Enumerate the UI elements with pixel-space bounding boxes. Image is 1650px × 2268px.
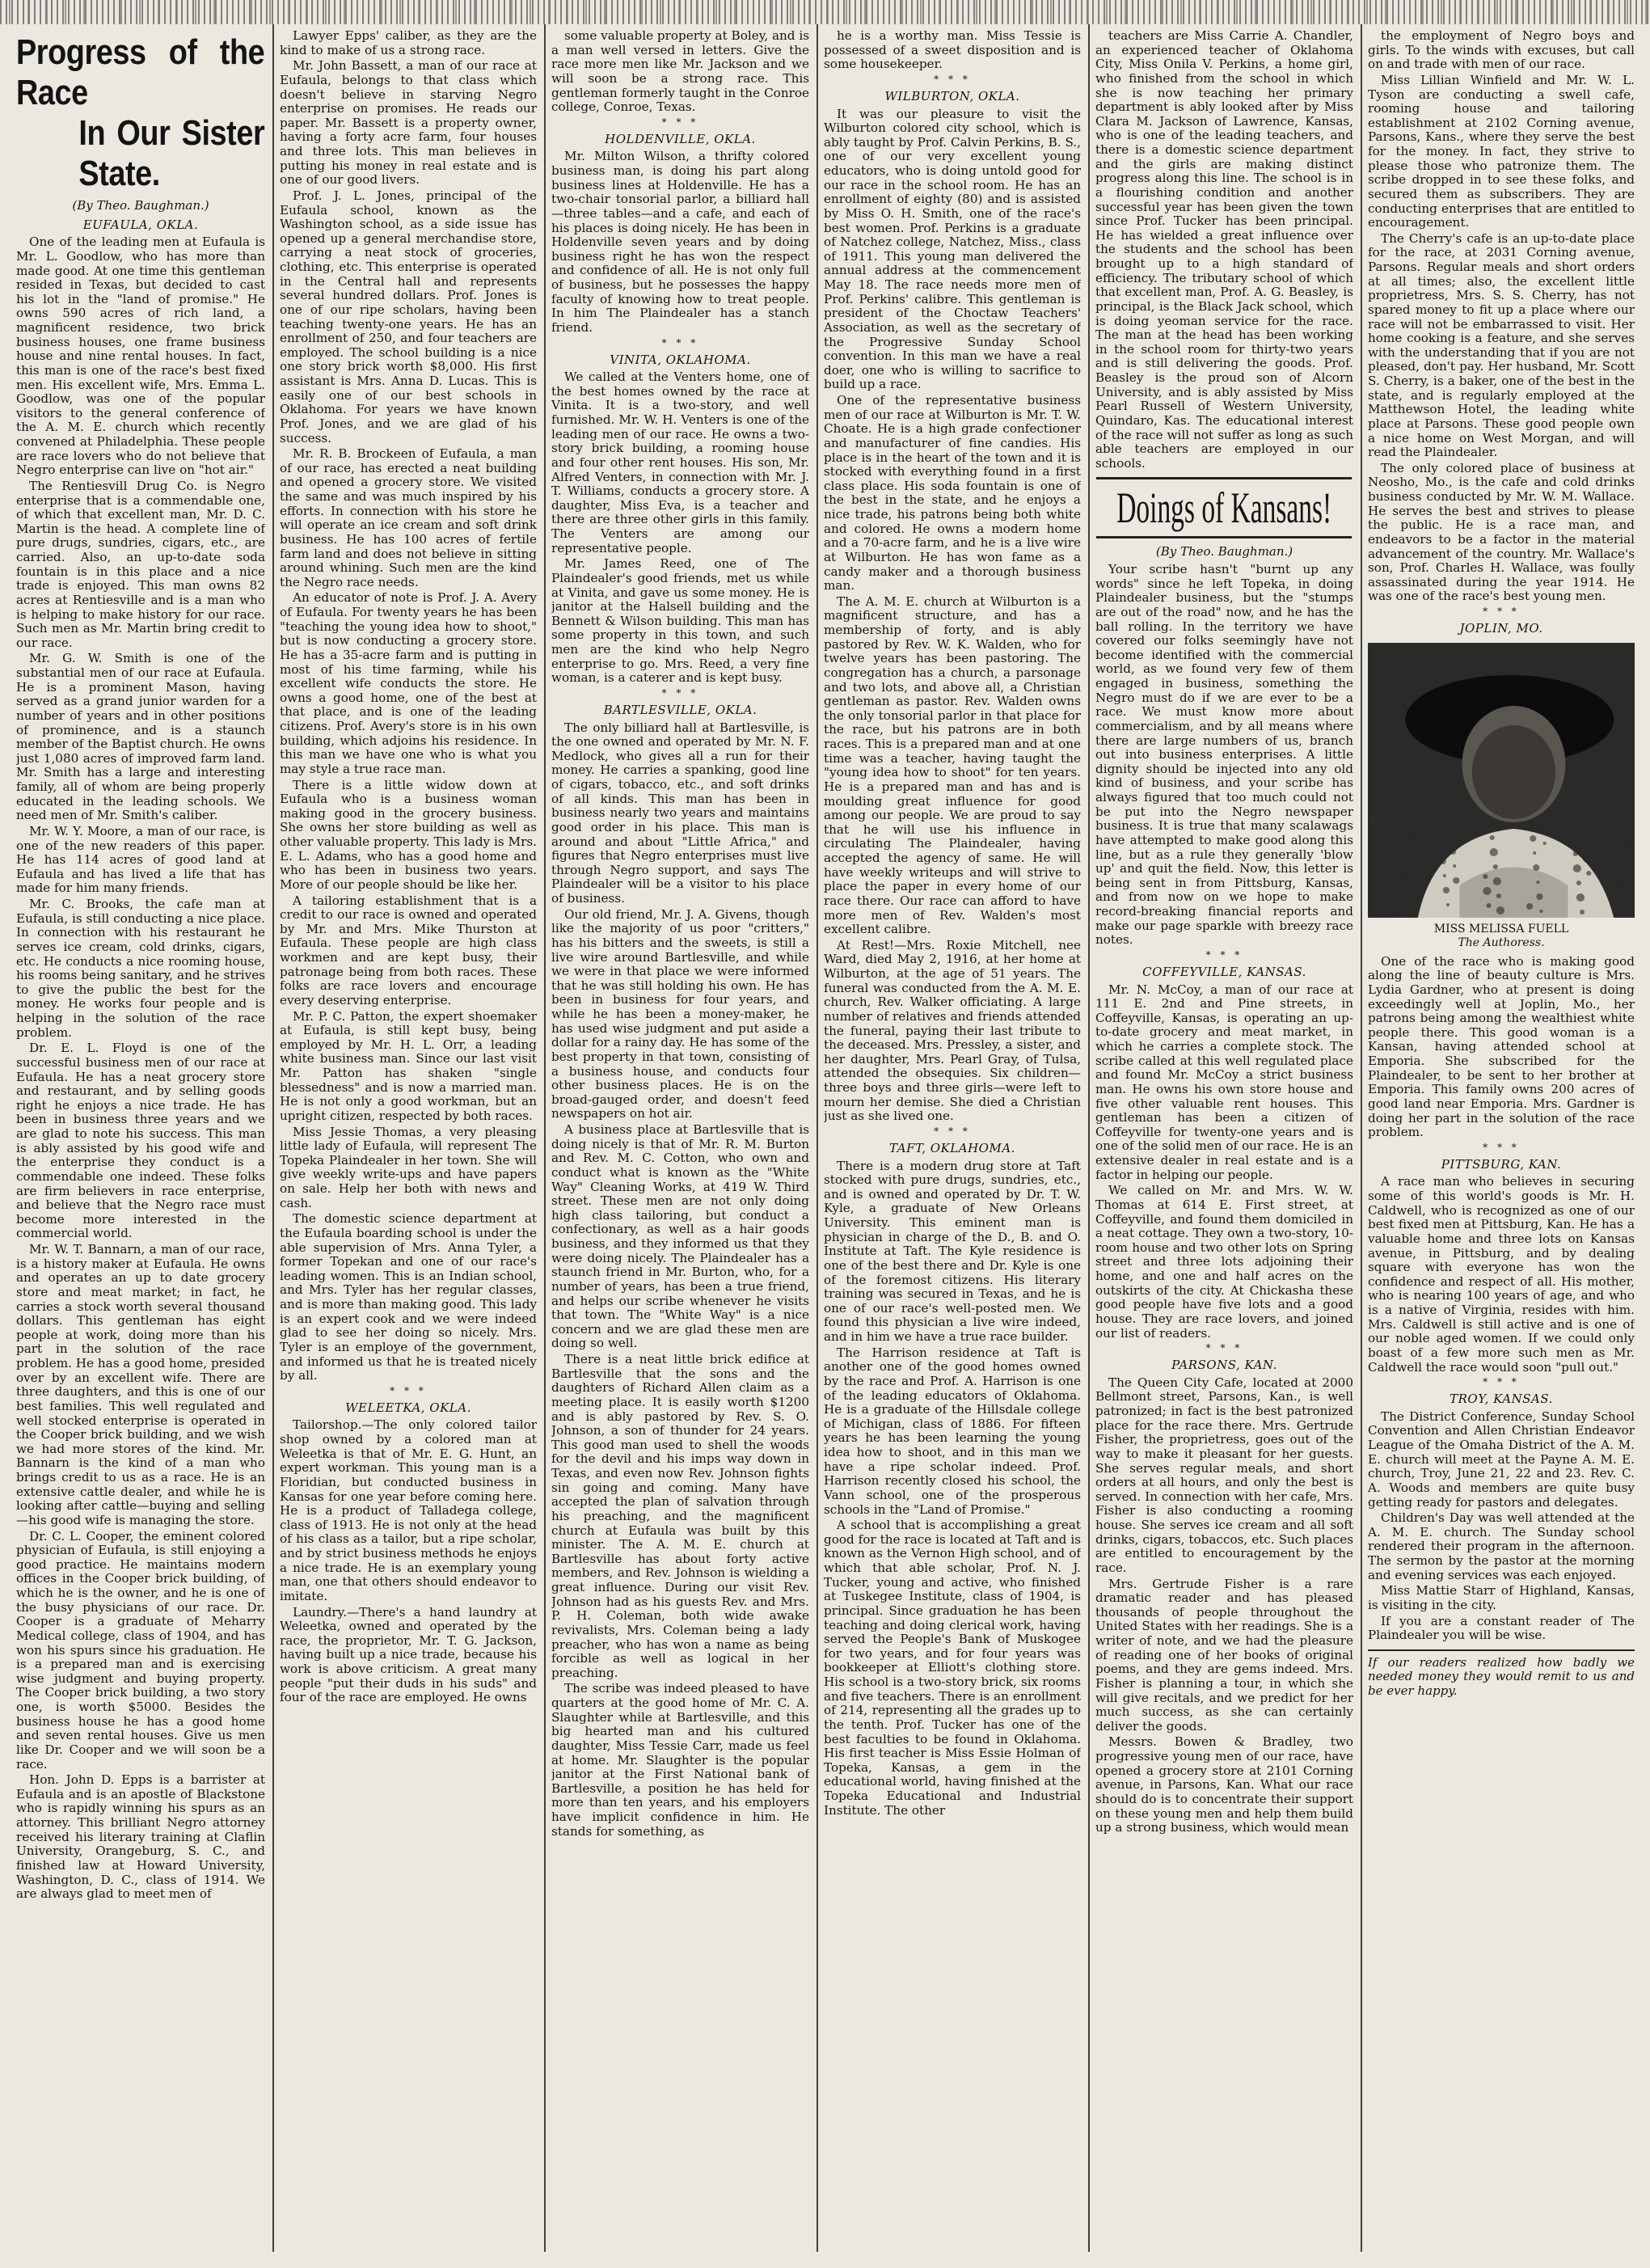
article-paragraph: Laundry.—There's a hand laundry at Weleetka, owned and operated by the race, the proprietor, Mr. T. G. Jackson, having built up a nice trade, because his work is above criticism. A great many people "put their duds in his suds" and four of the race are employed. He owns (280, 1604, 537, 1705)
article-paragraph: One of the leading men at Eufaula is Mr. L. Goodlow, who has more than made good. At one time this gentleman resided in Texas, but decided to cast his lot in the "land of promise." He owns 590 acres of rich land, a magnificent residence, two brick business houses, one frame business house and nine rental houses. In fact, this man is one of the race's best fixed men. His excellent wife, Mrs. Emma L. Goodlow, was one of the popular visitors to the general conference of the A. M. E. church which recently convened at Philadelphia. These people are race lovers who do not believe that Negro enterprise can live on "hot air." (16, 234, 265, 478)
headline-line-2: In Our Sister State. (78, 113, 265, 193)
dateline-heading: BARTLESVILLE, OKLA. (603, 702, 757, 717)
article-paragraph: The Harrison residence at Taft is another one of the good homes owned by the race and Prof. A. Harrison is one of the leading educators of Oklahoma. He is a graduate of the Hillsdale college of Michigan, class of 1886. For fifteen years he has been learning the young idea how to shoot, and in this man we have a ripe scholar indeed. Prof. Harrison recently closed his school, the Vann school, one of the prosperous schools in the "Land of Promise." (824, 1345, 1081, 1517)
article-paragraph: The scribe was indeed pleased to have quarters at the good home of Mr. C. A. Slaughter while at Bartlesville, and this big hearted man and his cultured daughter, Miss Tessie Carr, made us feel at home. Mr. Slaughter is the popular janitor at the First National bank of Bartlesville, a position he has held for more than ten years, and his employers have implicit confidence in him. He stands for something, as (551, 1681, 809, 1839)
article-paragraph: There is a little widow down at Eufaula who is a business woman making good in the grocery business. She owns her store building as well as other valuable property. This lady is Mrs. E. L. Adams, who has a good home and who has been in business two years. More of our people should be like her. (280, 777, 537, 892)
article-paragraph: We called on Mr. and Mrs. W. W. Thomas at 614 E. First street, at Coffeyville, and found them domiciled in a neat cottage. They own a two-story, 10-room house and two other lots on Spring street and three lots adjoining their home, and one and half acres on the outskirts of the city. At Chickasha these good people have five lots and a good house. They are race lovers, and joined our list of readers. (1095, 1183, 1353, 1341)
column-rule (1088, 24, 1090, 2252)
article-paragraph: An educator of note is Prof. J. A. Avery of Eufaula. For twenty years he has been "teaching the young idea how to shoot," but is now conducting a grocery store. He has a 35-acre farm and is putting in most of his time farming, while his excellent wife conducts the store. He owns a good home, one of the best at that place, and is one of the leading citizens. Prof. Avery's store is in his own building, which adjoins his residence. In this man we have one who is what you may style a true race man. (280, 590, 537, 776)
byline: (By Theo. Baughman.) (72, 198, 209, 213)
column-body (16, 218, 265, 1902)
article-paragraph: Mr. W. T. Bannarn, a man of our race, is a history maker at Eufaula. He owns and operates an up to date grocery store and meat market; in fact, he carries a stock worth several thousand dollars. This gentleman has eight people at work, doing more than his part in the solution of the race problem. He has a good home, presided over by an excellent wife. There are three daughters, and this is one of our best families. This well regulated and well stocked enterprise is operated in the Cooper brick building, and we wish we had more stores of the kind. Mr. Bannarn is the kind of a man who brings credit to us as a race. He is an extensive cattle dealer, and while he is looking after cattle—buying and selling—his good wife is managing the store. (16, 1242, 265, 1527)
dateline-heading: VINITA, OKLAHOMA. (610, 352, 751, 367)
column-3 (551, 29, 809, 2253)
section-separator: * * * (1205, 1342, 1243, 1354)
article-paragraph: There is a neat little brick edifice at Bartlesville that the sons and the daughters of Richard Allen claim as a meeting place. It is easily worth $1200 and is ably pastored by Rev. S. O. Johnson, a son of thunder for 24 years. This good man used to shell the woods for the devil and his imps way down in Texas, and even now Rev. Johnson fights sin going and coming. Many have accepted the plan of salvation through his preaching, and the magnificent church at Eufaula was built by this minister. The A. M. E. church at Bartlesville has about forty active members, and Rev. Johnson is wielding a great influence. During our visit Rev. Johnson had as his guests Rev. and Mrs. P. H. Coleman, both wide awake revivalists, Mrs. Coleman being a lady preacher, who has won a name as being forcible as well as logical in her preaching. (551, 1352, 809, 1680)
article-paragraph: Mr. James Reed, one of The Plaindealer's good friends, met us while at Vinita, and gave us some money. He is janitor at the Halsell building and the Bennett & Wilson building. This man has some property in this town, and such men are the kind who help Negro enterprise to go. Mrs. Reed, a very fine woman, is a caterer and is kept busy. (551, 556, 809, 686)
column-rule (544, 24, 546, 2252)
article-paragraph: The Cherry's cafe is an up-to-date place for the race, at 2031 Corning avenue, Parsons. Regular meals and short orders at all times; also, the excellent little proprietress, Mrs. S. S. Cherry, has not spared money to fit up a place where our race will not be embarrassed to visit. Her home cooking is a feature, and she serves with the understanding that if you are not pleased, don't pay. Her husband, Mr. Scott S. Cherry, is a baker, one of the best in the state, and is regularly employed at the Matthewson Hotel, the leading white place at Parsons. These good people own a nice home on West Morgan, and will read the Plaindealer. (1368, 230, 1635, 460)
dateline-heading: COFFEYVILLE, KANSAS. (1142, 964, 1306, 979)
article-paragraph: Dr. C. L. Cooper, the eminent colored physician of Eufaula, is still enjoying a good practice. He maintains modern offices in the Cooper brick building, of which he is the owner, and he is one of the busy physicians of our race. Dr. Cooper is a graduate of Meharry Medical college, class of 1904, and has won his spurs since his graduation. He is a prepared man and is exercising wise judgment and buying property. The Cooper brick building, a two story one, is worth $5000. Besides the business house he has a good home and seven rental houses. Give us men like Dr. Cooper and we will soon be a race. (16, 1528, 265, 1772)
article-paragraph: Mr. Milton Wilson, a thrifty colored business man, is doing his part along business lines at Holdenville. He has a two-chair tonsorial parlor, a billiard hall—three tables—and a cafe, and each of his places is doing nicely. He has been in Holdenville seven years and by doing business right he has won the respect and confidence of all. He is not only full of business, but he possesses the happy faculty of knowing how to treat people. In him The Plaindealer has a stanch friend. (551, 149, 809, 335)
article-paragraph: he is a worthy man. Miss Tessie is possessed of a sweet disposition and is some housekeeper. (824, 29, 1081, 72)
column-body (824, 29, 1081, 1818)
portrait-photo (1368, 643, 1635, 918)
article-paragraph: Mrs. Gertrude Fisher is a rare dramatic reader and has pleased thousands of people throughout the United States with her readings. She is a writer of note, and we had the pleasure of reading one of her books of original poems, and they are gems indeed. Mrs. Fisher is planning a tour, in which she will give recitals, and we predict for her much success, as she can certainly deliver the goods. (1095, 1576, 1353, 1734)
article-paragraph: Mr. W. Y. Moore, a man of our race, is one of the new readers of this paper. He has 114 acres of good land at Eufaula and has lived a life that has made for him many friends. (16, 823, 265, 896)
article-paragraph: Mr. P. C. Patton, the expert shoemaker at Eufaula, is still kept busy, being employed by Mr. H. L. Orr, a leading white business man. Since our last visit Mr. Patton has shaken "single blessedness" and is now a married man. He is not only a good workman, but an upright citizen, respected by both races. (280, 1008, 537, 1123)
article-paragraph: Miss Jessie Thomas, a very pleasing little lady of Eufaula, will represent The Topeka Plaindealer in her town. She will give weekly write-ups and have papers on sale. Help her both with news and cash. (280, 1124, 537, 1210)
article-paragraph: Hon. John D. Epps is a barrister at Eufaula and is an apostle of Blackstone who is rapidly winning his spurs as an attorney. This brilliant Negro attorney received his literary training at Claflin University, Orangeburg, S. C., and finished law at Howard University, Washington, D. C., class of 1914. We are always glad to meet men of (16, 1772, 265, 1902)
caption-name: MISS MELISSA FUELL (1433, 922, 1569, 935)
section-separator: * * * (1205, 948, 1243, 961)
article-paragraph: Mr. John Bassett, a man of our race at Eufaula, belongs to that class which doesn't believe in starving Negro enterprise on promises. He reads our paper. Mr. Bassett is a property owner, having a forty acre farm, four houses and three lots. This man believes in putting his money in real estate and is one of our good livers. (280, 58, 537, 188)
article-paragraph: Dr. E. L. Floyd is one of the successful business men of our race at Eufaula. He has a neat grocery store and restaurant, and by selling goods right he enjoys a nice trade. He has been in business three years and we are glad to note his success. This man is ably assisted by his good wife and the enterprise they conduct is a commendable one indeed. These folks are firm believers in race enterprise, and believe that the Negro race must become more interested in the commercial world. (16, 1041, 265, 1241)
article-paragraph: Mr. C. Brooks, the cafe man at Eufaula, is still conducting a nice place. In connection with his restaurant he serves ice cream, cold drinks, cigars, etc. He conducts a nice rooming house, his rooms being sanitary, and he strives to give the public the best for the money. He works four people and is helping in the solution of the race problem. (16, 897, 265, 1040)
article-paragraph: Lawyer Epps' caliber, as they are the kind to make of us a strong race. (280, 29, 537, 57)
article-paragraph: If you are a constant reader of The Plaindealer you will be wise. (1368, 1613, 1635, 1643)
article-paragraph: A race man who believes in securing some of this world's goods is Mr. H. Caldwell, who is recognized as one of our best fixed men at Pittsburg, Kan. He has a valuable home and three lots on Kansas avenue, in Pittsburg, and by dealing square with everyone has won the confidence and respect of all. His mother, who is nearing 100 years of age, and who is a native of Virginia, resides with him. Mrs. Caldwell is still active and is one of our noble aged women. If we could only boast of a few more such men as Mr. Caldwell the race would soon "pull out." (1368, 1174, 1635, 1375)
article-paragraph: A business place at Bartlesville that is doing nicely is that of Mr. R. M. Burton and Rev. M. C. Cotton, who own and conduct what is known as the "White Way" Cleaning Works, at 419 W. Third street. These men are not only doing high class tailoring, but conduct a confectionary, as well as a hair goods business, and they informed us that they were doing nicely. The Plaindealer has a staunch friend in Mr. Burton, who, for a number of years, has been a true friend, and helps our scribe whenever he visits that town. The "White Way" is a nice concern and we are glad these men are doing so well. (551, 1122, 809, 1351)
dateline-heading: HOLDENVILLE, OKLA. (605, 131, 756, 146)
dateline-heading: EUFAULA, OKLA. (82, 217, 199, 232)
column-body (280, 29, 537, 1705)
dateline-heading: TAFT, OKLAHOMA. (889, 1140, 1015, 1155)
article-paragraph: teachers are Miss Carrie A. Chandler, an experienced teacher of Oklahoma City, Miss Onila V. Perkins, a home girl, who finished from the school in which she is now teaching her primary department is ably looked after by Miss Clara M. Jackson of Lawrence, Kansas, who is one of the leading teachers, and there is a domestic science department and the girls are making distinct progress along this line. The school is in a flourishing condition and another successful year has been given the town since Prof. Tucker has been principal. He has wielded a great influence over the students and the school has been brought up to a high standard of efficiency. The tributary school of which that excellent man, Prof. A. G. Beasley, is principal, is the Black Jack school, which is doing yeoman service for the race. The man at the head has been working in the school room for thirty-two years and is still delivering the goods. Prof. Beasley is the proud son of Alcorn University, and is ably assisted by Miss Pearl Russell of Western University, Quindaro, Kas. The educational interest of the race will not suffer as long as such able teachers are employed in our schools. (1095, 29, 1353, 471)
section-separator: * * * (934, 1125, 971, 1137)
dateline-heading: JOPLIN, MO. (1459, 621, 1543, 636)
article-paragraph: Our old friend, Mr. J. A. Givens, though like the majority of us poor "critters," has his bitters and the sweets, is still a live wire around Bartlesville, and while we were in that place we were informed that he was still holding his own. He has been in business for four years, and while he has been a money-maker, he has used wise judgment and put aside a dollar for a rainy day. He has some of the best property in that town, consisting of a business house, and conducts four other business places. He is on the broad-gauged order, and doesn't feed newspapers on hot air. (551, 906, 809, 1121)
article-paragraph: Miss Lillian Winfield and Mr. W. L. Tyson are conducting a swell cafe, rooming house and tailoring establishment at 2102 Corning avenue, Parsons, Kans., where they serve the best for the money. In fact, they strive to please those who patronize them. The scribe dropped in to see these folks, and secured them as subscribers. They are conducting enterprises that are entitled to encouragement. (1368, 72, 1635, 230)
column-body (551, 29, 809, 1839)
dateline-heading: WELEETKA, OKLA. (345, 1400, 471, 1415)
section-separator: * * * (390, 1384, 427, 1396)
article-paragraph: The A. M. E. church at Wilburton is a magnificent structure, and has a membership of forty, and is ably pastored by Rev. W. K. Walden, who for twelve years has been pastoring. The congregation has a church, a parsonage and two lots, and above all, a Christian gentleman as pastor. Rev. Walden owns the only tonsorial parlor in that place for the race, but his patrons are in both races. This is a prepared man and at one time was a teacher, having taught the "young idea how to shoot" for ten years. He is a prepared man and has and is moulding great influence for good among our people. We are proud to say that he will use his influence in circulating The Plaindealer, having accepted the agency of same. He will have weekly writeups and will strive to place the paper in every home of our race there. Our race can afford to have more men of Rev. Walden's most excellent calibre. (824, 593, 1081, 937)
article-paragraph: some valuable property at Boley, and is a man well versed in letters. Give the race more men like Mr. Jackson and we will soon be a strong race. This gentleman formerly taught in the Conroe college, Conroe, Texas. (551, 29, 809, 115)
article-paragraph: It was our pleasure to visit the Wilburton colored city school, which is ably taught by Prof. Calvin Perkins, B. S., one of our very excellent young educators, who is doing untold good for our race in the school room. He has an enrollment of eighty (80) and is assisted by Miss O. H. Smith, one of the race's best women. Prof. Perkins is a graduate of Natchez college, Natchez, Miss., class of 1911. This young man delivered the annual address at the commencement May 18. The race needs more men of Prof. Perkins' calibre. This gentleman is president of the Choctaw Teachers' Association, as well as the secretary of the Progressive Sunday School convention. In this man we have a real doer, one who is willing to sacrifice to build up a race. (824, 106, 1081, 392)
article-paragraph: Children's Day was well attended at the A. M. E. church. The Sunday school rendered their program in the afternoon. The sermon by the pastor at the morning and evening services was each enjoyed. (1368, 1510, 1635, 1582)
column-1 (16, 29, 265, 2253)
article-paragraph: A school that is accomplishing a great good for the race is located at Taft and is known as the Vernon High school, and of which that able scholar, Prof. N. J. Tucker, young and active, who finished at Tuskegee Institute, class of 1904, is principal. Since graduation he has been teaching and doing clerical work, having served the People's Bank of Muskogee for two years, and for four years was bookkeeper at Elliott's clothing store. His school is a two-story brick, six rooms and five teachers. There is an enrollment of 214, representing all the grades up to the tenth. Prof. Tucker has one of the best faculties to be found in Oklahoma. His first teacher is Miss Essie Holman of Topeka, Kansas, a gem in the educational world, having finished at the Topeka Educational and Industrial Institute. The other (824, 1518, 1081, 1818)
column-6 (1368, 29, 1635, 2253)
byline: (By Theo. Baughman.) (1155, 544, 1293, 560)
article-paragraph: Mr. G. W. Smith is one of the substantial men of our race at Eufaula. He is a prominent Mason, having served as a grand junior warden for a number of years and in other positions of prominence, and is a staunch member of the Baptist church. He owns just 1,080 acres of improved farm land. Mr. Smith has a large and interesting family, all of whom are being properly educated in the leading schools. We need men of Mr. Smith's caliber. (16, 651, 265, 823)
portrait-photo-frame (1368, 643, 1635, 918)
column-2 (280, 29, 537, 2253)
article-paragraph: the employment of Negro boys and girls. To the winds with excuses, but call on and trade with men of our race. (1368, 29, 1635, 72)
article-paragraph: The District Conference, Sunday School Convention and Allen Christian Endeavor League of the Omaha District of the A. M. E. church will meet at the Payne A. M. E. church, Troy, June 21, 22 and 23. Rev. C. A. Woods and members are quite busy getting ready for pastors and delegates. (1368, 1409, 1635, 1510)
article-paragraph: Your scribe hasn't "burnt up any words" since he left Topeka, in doing Plaindealer business, but the "stumps are out of the road" now, and he has the ball rolling. In the territory we have covered our folks seemingly have not become identified with the commercial world, as we found very few of them engaged in business, something the Negro must do if we are ever to be a race. We must know more about commercialism, and by all means where there are large numbers of us, branch out into business enterprises. A little dignity should be injected into any old kind of business, and your scribe has always figured that too much could not be put into the Negro newspaper business. It is true that many scalawags have attempted to make good along this line, but as a rule they generally 'blow up' and quit the field. Now, this letter is being sent in from Pittsburg, Kansas, and from now on we hope to make record-breaking financial reports and make our page sparkle with breezy race notes. (1095, 562, 1353, 948)
article-paragraph: We called at the Venters home, one of the best homes owned by the race at Vinita. It is a two-story, and well furnished. Mr. W. H. Venters is one of the leading men of our race. He owns a two-story brick building, a rooming house and four other rent houses. His son, Mr. Alfred Venters, in connection with Mr. J. T. Williams, conducts a grocery store. A daughter, Miss Eva, is a teacher and there are three other girls in this family. The Venters are among our representative people. (551, 370, 809, 555)
article-paragraph: The only billiard hall at Bartlesville, is the one owned and operated by Mr. N. F. Medlock, who gives all a run for their money. He carries a spanking, good line of cigars, tobacco, etc., and soft drinks of all kinds. This man has been in business nearly two years and maintains good order in his place. This man is around and about "Little Africa," and figures that Negro enterprises must live through Negro support, and says The Plaindealer will be a visitor to his place of business. (551, 720, 809, 906)
column-5 (1095, 29, 1353, 2253)
closing-appeal: If our readers realized how badly we needed money they would remit to us and be ever happy. (1368, 1649, 1635, 1699)
caption-role: The Authoress. (1458, 935, 1545, 949)
article-paragraph: Messrs. Bowen & Bradley, two progressive young men of our race, have opened a grocery store at 2101 Corning avenue, in Parsons, Kan. What our race should do is to concentrate their support on these young men and help them build up a strong business, which would mean (1095, 1734, 1353, 1835)
page-edge-noise (0, 0, 1650, 24)
section-separator: * * * (1483, 606, 1520, 617)
column-4 (824, 29, 1081, 2253)
article-paragraph: Mr. N. McCoy, a man of our race at 111 E. 2nd and Pine streets, in Coffeyville, Kansas, is operating an up-to-date grocery and meat market, in which he carries a complete stock. The scribe called at this well regulated place and found Mr. McCoy a strict business man. He owns his own store house and five other valuable rent houses. This gentleman has been a citizen of Coffeyville for twenty-one years and is one of the solid men of our race. He is an extensive dealer in real estate and is a factor in helping our people. (1095, 982, 1353, 1182)
dateline-heading: PARSONS, KAN. (1171, 1358, 1277, 1373)
column-rule (817, 24, 818, 2252)
article-paragraph: One of the race who is making good along the line of beauty culture is Mrs. Lydia Gardner, who at present is doing exceedingly well at Joplin, Mo., her patrons being among the wealthiest white people there. This good woman is a Kansan, having attended school at Emporia. She subscribed for the Plaindealer, to be sent to her brother at Emporia. This family owns 200 acres of good land near Emporia. Mrs. Gardner is doing her part in the solution of the race problem. (1368, 953, 1635, 1140)
photo-caption (1368, 923, 1635, 950)
section-separator: * * * (661, 686, 699, 699)
article-paragraph: The Queen City Cafe, located at 2000 Bellmont street, Parsons, Kan., is well patronized; in fact is the best patronized place for the race there. Mrs. Gertrude Fisher, the proprietress, goes out of the way to make it pleasant for her guests. She serves regular meals, and short orders at all hours, and only the best is served. In connection with her cafe, Mrs. Fisher is also conducting a rooming house. She serves ice cream and all soft drinks, cigars, tobaccos, etc. Such places are entitled to encouragement by the race. (1095, 1375, 1353, 1575)
dateline-heading: WILBURTON, OKLA. (884, 88, 1020, 103)
article-paragraph: One of the representative business men of our race at Wilburton is Mr. T. W. Choate. He is a high grade confectioner and manufacturer of fine candies. His place is in the heart of the town and it is stocked with everything found in a first class place. His soda fountain is one of the best in the state, and he enjoys a nice trade, his patrons being both white and colored. He owns a modern home and a 70-acre farm, and he is a live wire at Wilburton. He has won fame as a candy maker and a thorough business man. (824, 393, 1081, 593)
section-separator: * * * (1483, 1376, 1520, 1388)
section-separator: * * * (934, 73, 971, 85)
section-headline: Doings of Kansans! (1096, 477, 1352, 538)
article-paragraph: Tailorshop.—The only colored tailor shop owned by a colored man at Weleetka is that of Mr. E. G. Hunt, an expert workman. This young man is a Floridian, but conducted business in Kansas for one year before coming here. He is a product of Talladega college, class of 1913. He is not only at the head of his class as a tailor, but a ripe scholar, and by strict business methods he enjoys a nice trade. He is an exemplary young man, one that others should endeavor to imitate. (280, 1417, 537, 1603)
article-paragraph: The domestic science department at the Eufaula boarding school is under the able supervision of Mrs. Anna Tyler, a former Topekan and one of our race's leading women. This is an Indian school, and Mrs. Tyler has her regular classes, and is more than making good. This lady is an expert cook and we were indeed glad to see her doing so nicely. Mrs. Tyler is an employe of the government, and informed us that he is treated nicely by all. (280, 1211, 537, 1383)
article-paragraph: Mr. R. B. Brockeen of Eufaula, a man of our race, has erected a neat building and opened a grocery store. We visited the same and was much inspired by his efforts. In connection with his store he will operate an ice cream and soft drink business. He has 100 acres of fertile farm land and does not believe in sitting around whining. Such men are the kind the Negro race needs. (280, 446, 537, 589)
article-paragraph: At Rest!—Mrs. Roxie Mitchell, nee Ward, died May 2, 1916, at her home at Wilburton, at the age of 51 years. The funeral was conducted from the A. M. E. church, Rev. Walker officiating. A large number of relatives and friends attended the funeral, paying their last tribute to the deceased. Mrs. Pressley, a sister, and her daughter, Mrs. Pearl Gray, of Tulsa, attended the obsequies. Six children—three boys and three girls—were left to mourn her demise. She died a Christian just as she lived one. (824, 937, 1081, 1124)
article-paragraph: The only colored place of business at Neosho, Mo., is the cafe and cold drinks business conducted by Mr. W. M. Wallace. He serves the best and strives to please the public. He is a race man, and endeavors to be a factor in the material advancement of the country. Mr. Wallace's son, Prof. Charles H. Wallace, was foully assassinated during the year 1914. He was one of the race's best young men. (1368, 460, 1635, 604)
column-body (1095, 29, 1353, 1835)
column-body (1368, 29, 1635, 1699)
main-headline (16, 32, 264, 194)
dateline-heading: TROY, KANSAS. (1450, 1392, 1553, 1407)
dateline-heading: PITTSBURG, KAN. (1441, 1156, 1562, 1172)
headline-line-1: Progress of the Race (16, 32, 265, 112)
article-paragraph: Miss Mattie Starr of Highland, Kansas, is visiting in the city. (1368, 1583, 1635, 1612)
article-paragraph: A tailoring establishment that is a credit to our race is owned and operated by Mr. and Mrs. Mike Thurston at Eufaula. These people are high class workmen and are kept busy, their patronage being from both races. These folks are race lovers and encourage every deserving enterprise. (280, 893, 537, 1007)
section-separator: * * * (661, 336, 699, 348)
section-separator: * * * (661, 116, 699, 128)
section-separator: * * * (1483, 1141, 1520, 1153)
article-paragraph: Prof. J. L. Jones, principal of the Eufaula school, known as the Washington school, as a side issue has opened up a general merchandise store, carrying a neat stock of groceries, clothing, etc. This enterprise is operated in the Central hall and represents several hundred dollars. Prof. Jones is one of our ripe scholars, having been teaching twenty-one years. He has an enrollment of 250, and four teachers are employed. The school building is a nice one story brick worth $8,000. His first assistant is Mrs. Anna D. Lucas. This is easily one of our best schools in Oklahoma. For years we have known Prof. Jones, and we are glad of his success. (280, 188, 537, 446)
column-rule (1361, 24, 1362, 2252)
column-rule (272, 24, 274, 2252)
article-paragraph: There is a modern drug store at Taft stocked with pure drugs, sundries, etc., and is owned and operated by Dr. T. W. Kyle, a graduate of New Orleans University. This eminent man is physician in charge of the D., B. and O. Institute at Taft. The Kyle residence is one of the best there and Dr. Kyle is one of the foremost citizens. His literary training was secured in Texas, and he is one of our race's well-posted men. We found this physician a live wire indeed, and in him we have a true race builder. (824, 1158, 1081, 1344)
article-paragraph: The Rentiesvill Drug Co. is Negro enterprise that is a commendable one, of which that excellent man, Mr. D. C. Martin is the head. A complete line of pure drugs, sundries, cigars, etc., are carried. Also, an up-to-date soda fountain is in this place and a nice trade is enjoyed. This man owns 82 acres at Rentiesville and is a man who is helping to make history for our race. Such men as Mr. Martin bring credit to our race. (16, 478, 265, 650)
